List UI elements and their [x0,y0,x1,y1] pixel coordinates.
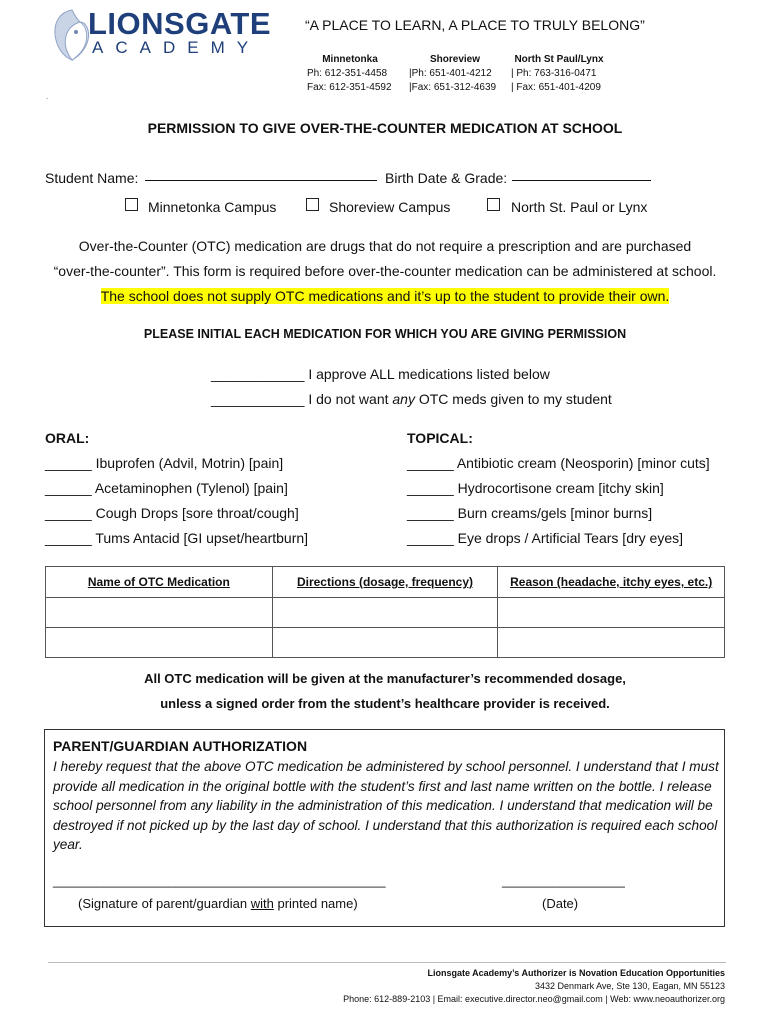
north-st-paul-checkbox[interactable] [487,198,500,211]
campus-shoreview [409,53,501,95]
do-not-emphasis: any [392,391,415,407]
medication-name-cell[interactable] [46,628,273,658]
date-field[interactable]: _________________ [502,873,625,888]
logo-subtitle: ACADEMY [92,38,261,57]
reason-cell[interactable] [498,598,725,628]
logo-title: LIONSGATE [88,6,272,41]
oral-item[interactable]: ______ Ibuprofen (Advil, Motrin) [pain] [45,455,284,471]
signature-caption [78,896,358,911]
shoreview-label: Shoreview Campus [329,199,451,215]
campus-fax: |Fax: 651-312-4639 [409,82,497,93]
approve-all-line[interactable]: ____________ I approve ALL medications listed below [211,366,550,382]
oral-item[interactable]: ______ Tums Antacid [GI upset/heartburn] [45,530,309,546]
intro-line-2: “over-the-counter”. This form is required before over-the-counter medication can be administered at school. [53,263,717,279]
table-header-row [46,567,725,598]
campus-phone: |Ph: 651-401-4212 [409,68,492,79]
minnetonka-checkbox[interactable] [125,198,138,211]
topical-item[interactable]: ______ Eye drops / Artificial Tears [dry eyes] [407,530,683,546]
footer-divider [48,962,726,963]
campus-phone: | Ph: 763-316-0471 [511,68,597,79]
campus-fax: Fax: 612-351-4592 [307,82,392,93]
do-not-prefix: ____________ I do not want [211,391,393,407]
campus-fax: | Fax: 651-401-4209 [511,82,601,93]
medication-name-cell[interactable] [46,598,273,628]
campus-name: Minnetonka [322,54,378,65]
signature-field[interactable]: ______________________________________________ [53,873,386,888]
supply-note-row [0,288,770,304]
initial-heading: PLEASE INITIAL EACH MEDICATION FOR WHICH YOU ARE GIVING PERMISSION [143,327,627,341]
sig-caption-with: with [250,896,274,911]
topical-item[interactable]: ______ Hydrocortisone cream [itchy skin] [407,480,664,496]
north-st-paul-label: North St. Paul or Lynx [511,199,648,215]
campus-name: Shoreview [429,54,481,65]
table-row [46,628,725,658]
oral-item[interactable]: ______ Acetaminophen (Tylenol) [pain] [45,480,288,496]
campus-minnetonka [307,53,393,95]
table-row [46,598,725,628]
student-name-label: Student Name: [45,170,139,186]
lionsgate-logo [50,4,275,64]
topical-heading: TOPICAL: [407,430,473,446]
form-title: PERMISSION TO GIVE OVER-THE-COUNTER MEDICATION AT SCHOOL [147,120,623,136]
do-not-suffix: OTC meds given to my student [414,391,612,407]
dosage-note-line-2: unless a signed order from the student’s healthcare provider is received. [160,696,610,711]
sig-caption-prefix: (Signature of parent/guardian [78,896,251,911]
stray-dot: . [46,92,49,101]
campus-name: North St Paul/Lynx [514,54,604,65]
directions-cell[interactable] [272,628,498,658]
sig-caption-suffix: printed name) [273,896,358,911]
campus-north-st-paul [511,53,607,95]
column-header-reason: Reason (headache, itchy eyes, etc.) [498,567,725,598]
shoreview-checkbox[interactable] [306,198,319,211]
supply-note: The school does not supply OTC medications and it’s up to the student to provide their own. [100,288,670,304]
otc-medication-table [45,566,725,658]
oral-heading: ORAL: [45,430,90,446]
oral-item[interactable]: ______ Cough Drops [sore throat/cough] [45,505,299,521]
minnetonka-label: Minnetonka Campus [148,199,277,215]
date-caption: (Date) [542,896,579,911]
footer-address: 3432 Denmark Ave, Ste 130, Eagan, MN 55123 [535,981,725,991]
reason-cell[interactable] [498,628,725,658]
footer-authorizer: Lionsgate Academy’s Authorizer is Novation Education Opportunities [427,968,725,978]
student-name-field[interactable] [145,168,377,181]
campus-phone: Ph: 612-351-4458 [307,68,388,79]
intro-line-1: Over-the-Counter (OTC) medication are drugs that do not require a prescription and are purchased [78,238,692,254]
dosage-note-line-1: All OTC medication will be given at the manufacturer’s recommended dosage, [144,671,626,686]
topical-item[interactable]: ______ Antibiotic cream (Neosporin) [minor cuts] [407,455,710,471]
do-not-want-line[interactable] [211,391,612,407]
column-header-name: Name of OTC Medication [46,567,273,598]
birth-grade-label: Birth Date & Grade: [385,170,508,186]
auth-body: I hereby request that the above OTC medication be administered by school personnel. I understand that I must provide all medication in the original bottle with the student’s first and last name written on the bottle. I release school personnel from any liability in the administration of this medication. I understand that medication will be destroyed if not picked up by the last day of school. I understand that this authorization is required each school year. [53,759,719,852]
directions-cell[interactable] [272,598,498,628]
footer-contact: Phone: 612-889-2103 | Email: executive.director.neo@gmail.com | Web: www.neoauthorizer.org [343,994,725,1004]
column-header-directions: Directions (dosage, frequency) [272,567,498,598]
motto: “A PLACE TO LEARN, A PLACE TO TRULY BELONG” [305,17,645,33]
birth-grade-field[interactable] [512,168,651,181]
topical-item[interactable]: ______ Burn creams/gels [minor burns] [407,505,653,521]
auth-heading: PARENT/GUARDIAN AUTHORIZATION [53,738,308,754]
parent-authorization-box [44,729,725,927]
